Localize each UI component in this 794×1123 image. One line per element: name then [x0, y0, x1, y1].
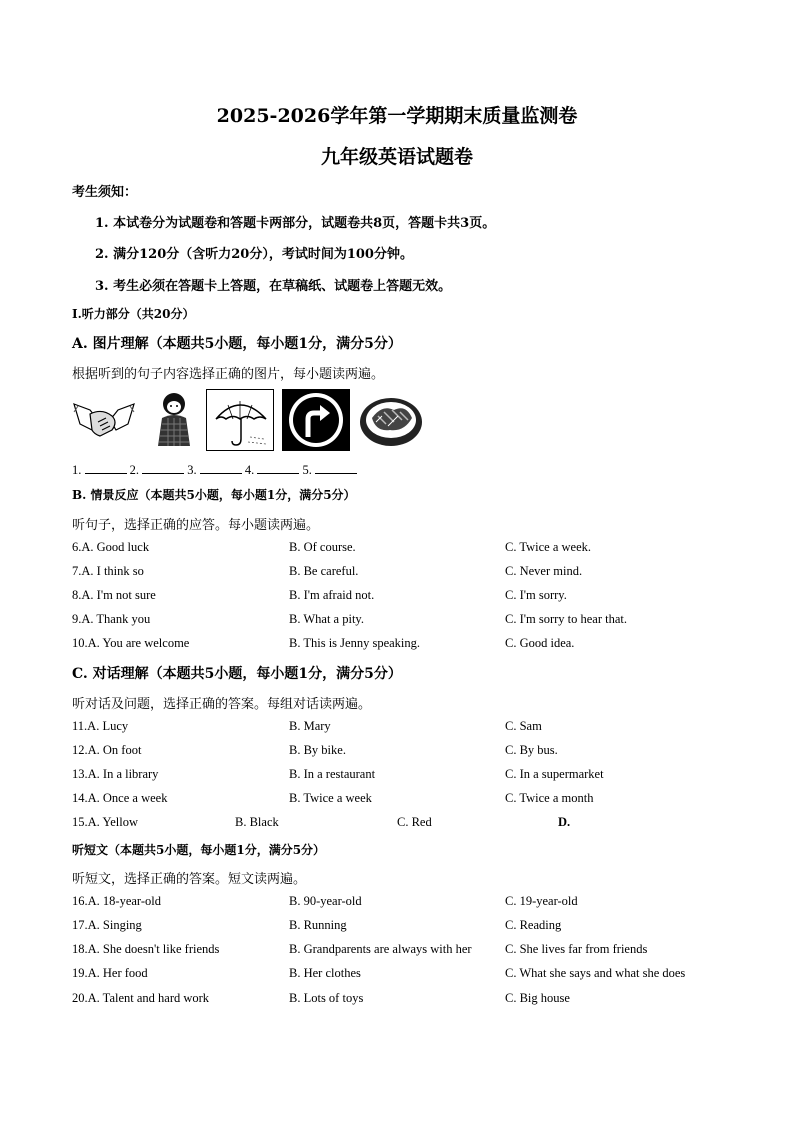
option-a: 8.A. I'm not sure — [72, 588, 156, 602]
part1-heading: I.听力部分（共20分） — [72, 307, 195, 321]
sectionC-heading: C. 对话理解（本题共5小题，每小题1分，满分5分） — [72, 666, 402, 682]
sectionB-instruction: 听句子，选择正确的应答。每小题读两遍。 — [72, 518, 320, 533]
option-a: 18.A. She doesn't like friends — [72, 942, 220, 956]
option-a: 13.A. In a library — [72, 767, 159, 781]
option-c: C. She lives far from friends — [505, 942, 648, 956]
option-b: B. What a pity. — [289, 612, 364, 626]
option-c: C. 19-year-old — [505, 894, 578, 908]
option-c: C. In a supermarket — [505, 767, 604, 781]
option-b: B. 90-year-old — [289, 894, 362, 908]
question-row — [0, 894, 794, 912]
blank-label-5: 5. — [302, 463, 312, 477]
option-b: B. Twice a week — [289, 791, 372, 805]
notice-item-3: 3. 考生必须在答题卡上答题，在草稿纸、试题卷上答题无效。 — [95, 279, 452, 294]
umbrella-picture — [206, 389, 274, 451]
option-c: C. Good idea. — [505, 636, 575, 650]
option-b: B. Lots of toys — [289, 991, 364, 1005]
question-row — [0, 966, 794, 984]
exam-title: 2025-2026学年第一学期期末质量监测卷 — [216, 105, 578, 127]
notice-item-1: 1. 本试卷分为试题卷和答题卡两部分，试题卷共8页，答题卡共3页。 — [95, 216, 496, 231]
option-b: B. I'm afraid not. — [289, 588, 375, 602]
option-b: B. Grandparents are always with her — [289, 942, 472, 956]
question-row — [0, 918, 794, 936]
question-row — [0, 767, 794, 785]
question-row — [0, 815, 794, 833]
option-b: B. This is Jenny speaking. — [289, 636, 421, 650]
option-b: B. Mary — [289, 719, 331, 733]
option-a: 7.A. I think so — [72, 564, 144, 578]
question-row — [0, 942, 794, 960]
option-c: C. Never mind. — [505, 564, 583, 578]
answer-blank-4[interactable] — [257, 461, 299, 474]
question-row — [0, 612, 794, 630]
sectionD-instruction: 听短文，选择正确的答案。短文读两遍。 — [72, 872, 307, 887]
child-picture — [148, 390, 200, 450]
option-c: C. What she says and what she does — [505, 966, 686, 980]
option-c: C. Twice a month — [505, 791, 594, 805]
option-a: 20.A. Talent and hard work — [72, 991, 210, 1005]
food-bowl-picture — [358, 390, 424, 450]
option-a: 17.A. Singing — [72, 918, 142, 932]
notice-item-2: 2. 满分120分（含听力20分），考试时间为100分钟。 — [95, 247, 413, 262]
blank-label-2: 2. — [129, 463, 139, 477]
blank-label-1: 1. — [72, 463, 82, 477]
question-row — [0, 743, 794, 761]
option-b: B. Her clothes — [289, 966, 361, 980]
option-a: 9.A. Thank you — [72, 612, 151, 626]
blank-label-3: 3. — [187, 463, 197, 477]
handshake-picture — [72, 390, 136, 450]
answer-blank-3[interactable] — [200, 461, 242, 474]
option-d: D. — [558, 815, 571, 829]
option-c: C. I'm sorry. — [505, 588, 567, 602]
notice-heading: 考生须知： — [72, 185, 138, 200]
option-a: 15.A. Yellow — [72, 815, 138, 829]
answer-blank-2[interactable] — [142, 461, 184, 474]
option-b: B. In a restaurant — [289, 767, 376, 781]
question-row — [0, 791, 794, 809]
option-a: 16.A. 18-year-old — [72, 894, 161, 908]
option-a: 10.A. You are welcome — [72, 636, 190, 650]
option-b: B. By bike. — [289, 743, 346, 757]
question-row — [0, 636, 794, 654]
sectionB-heading: B. 情景反应（本题共5小题，每小题1分，满分5分） — [72, 488, 356, 502]
sectionA-heading: A. 图片理解（本题共5小题，每小题1分，满分5分） — [72, 336, 402, 352]
option-b: B. Black — [235, 815, 279, 829]
option-b: B. Running — [289, 918, 347, 932]
sectionC-instruction: 听对话及问题，选择正确的答案。每组对话读两遍。 — [72, 697, 372, 712]
option-c: C. Sam — [505, 719, 542, 733]
question-row — [0, 991, 794, 1009]
turn-right-sign-picture — [282, 389, 350, 451]
option-c: C. Big house — [505, 991, 570, 1005]
option-c: C. Twice a week. — [505, 540, 592, 554]
picture-answer-blanks — [72, 461, 357, 478]
question-row — [0, 540, 794, 558]
question-row — [0, 588, 794, 606]
sectionA-instruction: 根据听到的句子内容选择正确的图片，每小题读两遍。 — [72, 367, 385, 382]
option-c: C. By bus. — [505, 743, 558, 757]
option-c: C. Red — [397, 815, 432, 829]
option-a: 12.A. On foot — [72, 743, 142, 757]
option-c: C. I'm sorry to hear that. — [505, 612, 628, 626]
option-b: B. Be careful. — [289, 564, 359, 578]
option-c: C. Reading — [505, 918, 562, 932]
option-a: 6.A. Good luck — [72, 540, 150, 554]
option-b: B. Of course. — [289, 540, 356, 554]
exam-subtitle: 九年级英语试题卷 — [320, 146, 473, 168]
option-a: 11.A. Lucy — [72, 719, 129, 733]
sectionD-heading: 听短文（本题共5小题，每小题1分，满分5分） — [72, 843, 326, 857]
option-a: 19.A. Her food — [72, 966, 148, 980]
question-row — [0, 564, 794, 582]
option-a: 14.A. Once a week — [72, 791, 168, 805]
answer-blank-1[interactable] — [85, 461, 127, 474]
answer-blank-5[interactable] — [315, 461, 357, 474]
question-row — [0, 719, 794, 737]
blank-label-4: 4. — [244, 463, 255, 477]
